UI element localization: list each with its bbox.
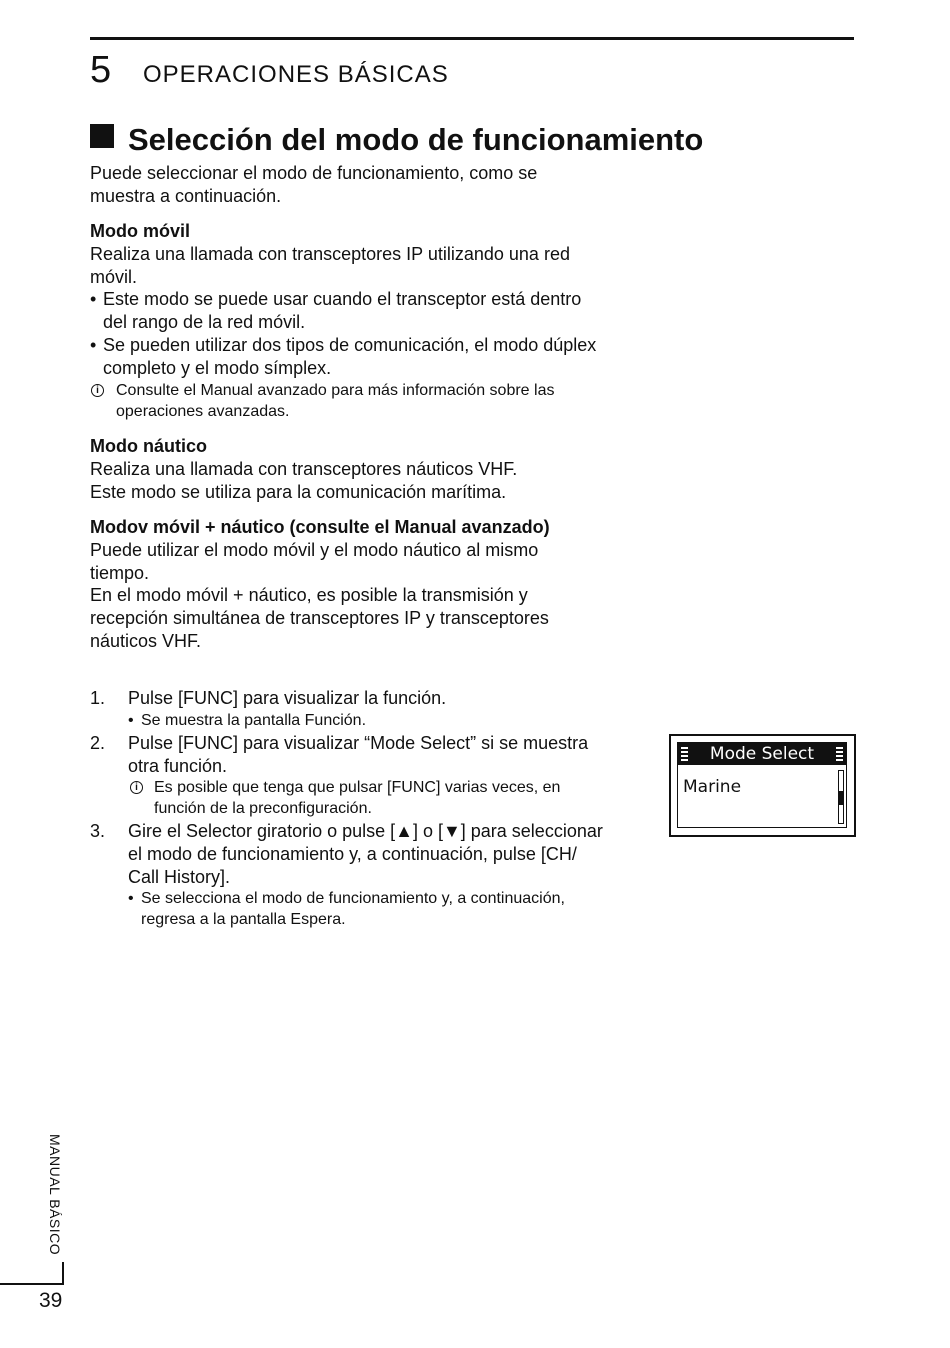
step-2-number: 2. bbox=[90, 733, 106, 753]
step-3-text-3: Call History]. bbox=[128, 867, 231, 887]
step-3-sub-cont: regresa a la pantalla Espera. bbox=[141, 911, 346, 928]
step-1-number: 1. bbox=[90, 688, 106, 708]
info-circle-icon: i bbox=[91, 384, 104, 397]
step-2-note-cont: función de la preconfiguración. bbox=[154, 800, 372, 817]
info-circle-icon: i bbox=[130, 781, 143, 794]
lcd-scrollbar bbox=[838, 770, 844, 824]
mobile-bullet-1: • Este modo se puede usar cuando el transceptor está dentro bbox=[90, 289, 582, 309]
lcd-selected-item: Marine bbox=[683, 777, 742, 797]
mobile-desc-2: móvil. bbox=[90, 267, 138, 287]
square-bullet-icon bbox=[90, 124, 114, 148]
grip-icon bbox=[681, 747, 688, 761]
chapter-title: OPERACIONES BÁSICAS bbox=[143, 61, 449, 88]
nautical-mode-title: Modo náutico bbox=[90, 436, 207, 456]
step-3-text-2: el modo de funcionamiento y, a continuación, pulse [CH/ bbox=[128, 844, 577, 864]
step-2-note: i Es posible que tenga que pulsar [FUNC] varias veces, en bbox=[128, 777, 654, 798]
step-1-text: Pulse [FUNC] para visualizar la función. bbox=[128, 688, 447, 708]
lcd-screen-illustration bbox=[669, 734, 856, 837]
mobile-bullet-1-cont: del rango de la red móvil. bbox=[103, 312, 306, 332]
combined-desc-1: Puede utilizar el modo móvil y el modo náutico al mismo bbox=[90, 540, 539, 560]
section-heading bbox=[90, 120, 703, 160]
combined-desc-3: En el modo móvil + náutico, es posible la transmisión y bbox=[90, 585, 528, 605]
mobile-note-cont: operaciones avanzadas. bbox=[116, 403, 290, 420]
mobile-bullet-2: • Se pueden utilizar dos tipos de comunicación, el modo dúplex bbox=[90, 335, 597, 355]
step-2-text-2: otra función. bbox=[128, 756, 228, 776]
footer-rule bbox=[0, 1283, 64, 1285]
intro-line-1: Puede seleccionar el modo de funcionamiento, como se bbox=[90, 163, 538, 183]
step-2-text-1: Pulse [FUNC] para visualizar “Mode Select” si se muestra bbox=[128, 733, 589, 753]
mobile-bullet-2-cont: completo y el modo símplex. bbox=[103, 358, 332, 378]
step-1-sub: • Se muestra la pantalla Función. bbox=[128, 712, 367, 729]
combined-desc-4: recepción simultánea de transceptores IP y transceptores bbox=[90, 608, 549, 628]
step-3-number: 3. bbox=[90, 821, 106, 841]
grip-icon bbox=[836, 747, 843, 761]
combined-desc-5: náuticos VHF. bbox=[90, 631, 202, 651]
lcd-scroll-thumb bbox=[839, 791, 843, 805]
side-label: MANUAL BÁSICO bbox=[47, 1134, 63, 1256]
section-title: Selección del modo de funcionamiento bbox=[128, 122, 704, 157]
mobile-note: i Consulte el Manual avanzado para más información sobre las bbox=[90, 380, 656, 401]
mobile-desc-1: Realiza una llamada con transceptores IP utilizando una red bbox=[90, 244, 570, 264]
mobile-mode-title: Modo móvil bbox=[90, 221, 190, 241]
lcd-display bbox=[677, 742, 847, 828]
lcd-title-bar bbox=[678, 743, 846, 765]
nautical-desc-1: Realiza una llamada con transceptores náuticos VHF. bbox=[90, 459, 518, 479]
combined-mode-title: Modov móvil + náutico (consulte el Manual avanzado) bbox=[90, 517, 550, 537]
combined-desc-2: tiempo. bbox=[90, 563, 150, 583]
nautical-desc-2: Este modo se utiliza para la comunicación marítima. bbox=[90, 482, 507, 502]
intro-line-2: muestra a continuación. bbox=[90, 186, 282, 206]
side-rule bbox=[62, 1262, 64, 1284]
top-rule bbox=[90, 37, 854, 40]
step-3-text-1: Gire el Selector giratorio o pulse [▲] o [▼] para seleccionar bbox=[128, 821, 603, 841]
page-number: 39 bbox=[39, 1289, 63, 1312]
chapter-number: 5 bbox=[90, 49, 112, 91]
lcd-title: Mode Select bbox=[709, 744, 815, 764]
step-3-sub: • Se selecciona el modo de funcionamiento y, a continuación, bbox=[128, 890, 565, 907]
